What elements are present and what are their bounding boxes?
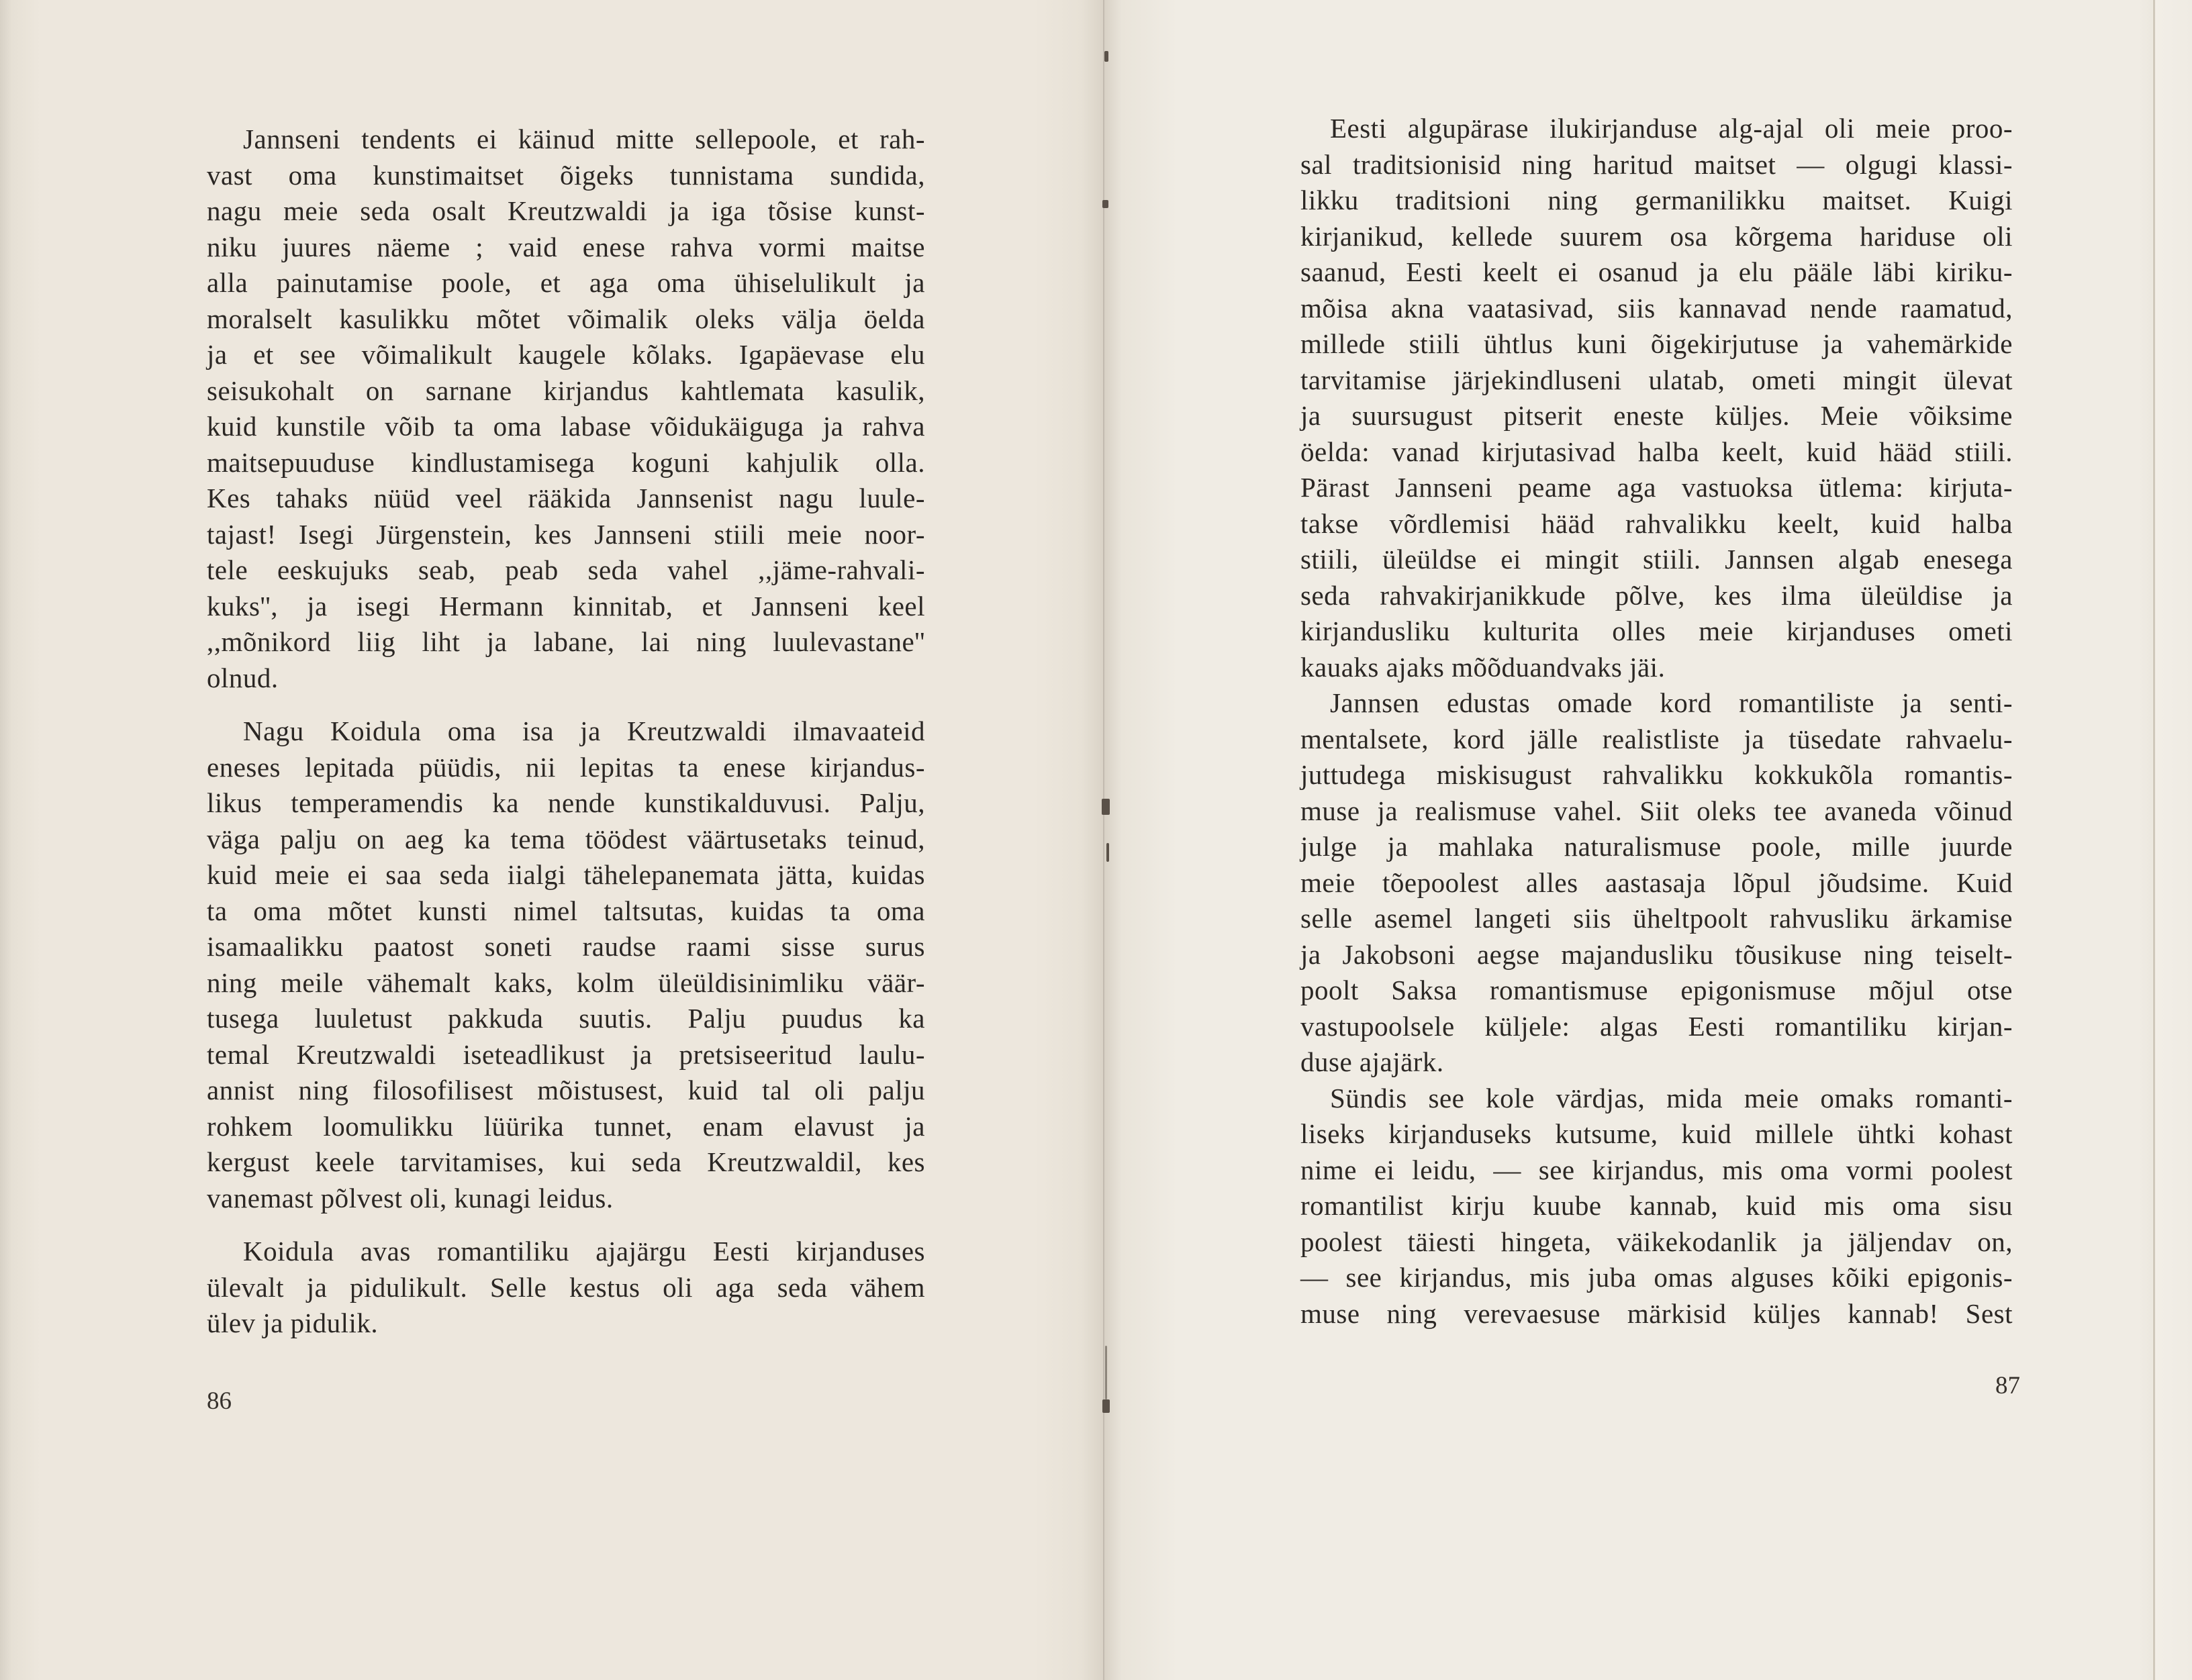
- text-line: ,,mõnikord liig liht ja labane, lai ning luulevastane'': [207, 626, 925, 657]
- text-line: vastupoolsele küljele: algas Eesti romantiliku kirjan-: [1300, 1010, 2013, 1042]
- text-line: alla painutamise poole, et aga oma ühiselulikult ja: [207, 267, 925, 298]
- page-edge: [2153, 0, 2155, 1680]
- text-line: maitsepuuduse kindlustamisega koguni kahjulik olla.: [207, 446, 925, 478]
- text-line: Sündis see kole värdjas, mida meie omaks romanti-: [1330, 1082, 2013, 1114]
- text-line: muse ning verevaesuse märkisid küljes kannab! Sest: [1300, 1297, 2013, 1329]
- text-line: meie tõepoolest alles aastasaja lõpul jõudsime. Kuid: [1300, 867, 2013, 898]
- binding-thread-mark: [1106, 843, 1109, 862]
- paragraph: [1300, 111, 2013, 685]
- text-line: kirjandusliku kulturita olles meie kirjanduses ometi: [1300, 615, 2013, 646]
- text-line: millede stiili ühtlus kuni õigekirjutuse ja vahemärkide: [1300, 328, 2013, 359]
- paragraph: [207, 121, 925, 696]
- text-line: ja Jakobsoni aegse majandusliku tõusikuse ning teiselt-: [1300, 938, 2013, 970]
- text-line: moralselt kasulikku mõtet võimalik oleks välja öelda: [207, 303, 925, 334]
- text-line: kergust keele tarvitamises, kui seda Kreutzwaldil, kes: [207, 1146, 925, 1177]
- text-line: Pärast Jannseni peame aga vastuoksa ütlema: kirjuta-: [1300, 472, 2013, 503]
- text-line: kauaks ajaks mõõduandvaks jäi.: [1300, 651, 1666, 683]
- paragraph: [207, 713, 925, 1216]
- text-line: ülevalt ja pidulikult. Selle kestus oli aga seda vähem: [207, 1271, 925, 1303]
- text-line: ta oma mõtet kunsti nimel taltsutas, kuidas ta oma: [207, 895, 925, 926]
- page-number: 87: [1995, 1372, 2020, 1399]
- text-line: seda rahvakirjanikkude põlve, kes ilma üleüldise ja: [1300, 579, 2013, 611]
- right-page-text: [1300, 111, 2013, 1332]
- text-line: stiili, üleüldse ei mingit stiili. Jannsen algab enesega: [1300, 544, 2013, 575]
- text-line: isamaalikku paatost soneti raudse raami sisse surus: [207, 931, 925, 962]
- paragraph: [1300, 685, 2013, 1081]
- text-line: kirjanikud, kellede suurem osa kõrgema hariduse oli: [1300, 220, 2013, 252]
- text-line: ja suursugust pitserit eneste küljes. Meie võiksime: [1300, 400, 2013, 431]
- text-line: väga palju on aeg ka tema töödest väärtusetaks teinud,: [207, 823, 925, 854]
- text-line: vast oma kunstimaitset õigeks tunnistama sundida,: [207, 159, 925, 191]
- text-line: ja et see võimalikult kaugele kõlaks. Igapäevase elu: [207, 339, 925, 370]
- text-line: selle asemel langeti siis üheltpoolt rahvusliku ärkamise: [1300, 903, 2013, 934]
- page-number: 86: [207, 1387, 232, 1415]
- binding-thread-mark: [1104, 51, 1108, 62]
- text-line: tarvitamise järjekindluseni ulatab, ometi mingit ülevat: [1300, 364, 2013, 395]
- text-line: nagu meie seda osalt Kreutzwaldi ja iga tõsise kunst-: [207, 195, 925, 226]
- text-line: Eesti algupärase ilukirjanduse alg-ajal oli meie proo-: [1330, 113, 2013, 144]
- text-line: juttudega miskisugust rahvalikku kokkukõla romantis-: [1300, 759, 2013, 790]
- text-line: nime ei leidu, — see kirjandus, mis oma vormi poolest: [1300, 1154, 2013, 1185]
- binding-thread-mark: [1102, 1399, 1110, 1413]
- text-line: mentalsete, kord jälle realistliste ja tüsedate rahvaelu-: [1300, 723, 2013, 754]
- spine-gutter: [1103, 0, 1104, 1680]
- text-line: julge ja mahlaka naturalismuse poole, mille juurde: [1300, 831, 2013, 862]
- text-line: likus temperamendis ka nende kunstikalduvusi. Palju,: [207, 787, 925, 818]
- text-line: likku traditsioni ning germanilikku maitset. Kuigi: [1300, 185, 2013, 215]
- text-line: — see kirjandus, mis juba omas alguses kõiki epigonis-: [1300, 1262, 2013, 1293]
- text-line: Koidula avas romantiliku ajajärgu Eesti kirjanduses: [243, 1236, 925, 1267]
- text-line: Jannseni tendents ei käinud mitte sellepoole, et rah-: [243, 123, 925, 154]
- binding-thread-mark: [1102, 799, 1110, 815]
- left-page-text: [207, 121, 925, 1342]
- text-line: ning meile vähemalt kaks, kolm üleüldisinimliku väär-: [207, 967, 925, 998]
- binding-thread-mark: [1105, 1346, 1107, 1399]
- text-line: poolest täiesti hingeta, väikekodanlik ja jäljendav on,: [1300, 1226, 2013, 1257]
- text-line: tusega luuletust pakkuda suutis. Palju puudus ka: [207, 1003, 925, 1034]
- text-line: sal traditsionisid ning haritud maitset — olgugi klassi-: [1300, 148, 2013, 180]
- text-line: niku juures näeme ; vaid enese rahva vormi maitse: [207, 231, 925, 262]
- text-line: saanud, Eesti keelt ei osanud ja elu pääle läbi kiriku-: [1300, 256, 2013, 287]
- text-line: Kes tahaks nüüd veel rääkida Jannsenist nagu luule-: [207, 483, 925, 513]
- binding-thread-mark: [1102, 200, 1108, 208]
- text-line: rohkem loomulikku lüürika tunnet, enam elavust ja: [207, 1110, 925, 1142]
- text-line: ülev ja pidulik.: [207, 1307, 379, 1338]
- text-line: kuks'', ja isegi Hermann kinnitab, et Jannseni keel: [207, 590, 925, 622]
- text-line: öelda: vanad kirjutasivad halba keelt, kuid hääd stiili.: [1300, 436, 2013, 467]
- text-line: muse ja realismuse vahel. Siit oleks tee avaneda võinud: [1300, 795, 2013, 826]
- text-line: temal Kreutzwaldi iseteadlikust ja pretsiseeritud laulu-: [207, 1038, 925, 1070]
- text-line: Jannsen edustas omade kord romantiliste ja senti-: [1330, 687, 2013, 718]
- text-line: tajast! Isegi Jürgenstein, kes Jannseni stiili meie noor-: [207, 518, 925, 550]
- text-line: duse ajajärk.: [1300, 1046, 1444, 1077]
- text-line: annist ning filosofilisest mõistusest, kuid tal oli palju: [207, 1075, 925, 1105]
- text-line: kuid kunstile võib ta oma labase võidukäiguga ja rahva: [207, 411, 925, 442]
- text-line: eneses lepitada püüdis, nii lepitas ta enese kirjandus-: [207, 751, 925, 783]
- text-line: olnud.: [207, 662, 279, 693]
- text-line: takse võrdlemisi hääd rahvalikku keelt, kuid halba: [1300, 507, 2013, 539]
- text-line: poolt Saksa romantismuse epigonismuse mõjul otse: [1300, 975, 2013, 1005]
- text-line: kuid meie ei saa seda iialgi tähelepanemata jätta, kuidas: [207, 859, 925, 890]
- text-line: vanemast põlvest oli, kunagi leidus.: [207, 1182, 614, 1214]
- paragraph: [1300, 1081, 2013, 1332]
- text-line: tele eeskujuks seab, peab seda vahel ,,jäme-rahvali-: [207, 554, 925, 585]
- text-line: mõisa akna vaatasivad, siis kannavad nende raamatud,: [1300, 292, 2013, 324]
- text-line: Nagu Koidula oma isa ja Kreutzwaldi ilmavaateid: [243, 715, 925, 746]
- text-line: liseks kirjanduseks kutsume, kuid millele ühtki kohast: [1300, 1118, 2013, 1149]
- text-line: romantilist kirju kuube kannab, kuid mis oma sisu: [1300, 1190, 2013, 1221]
- paragraph: [207, 1234, 925, 1342]
- right-page: [1104, 0, 2192, 1680]
- text-line: seisukohalt on sarnane kirjandus kahtlemata kasulik,: [207, 375, 925, 406]
